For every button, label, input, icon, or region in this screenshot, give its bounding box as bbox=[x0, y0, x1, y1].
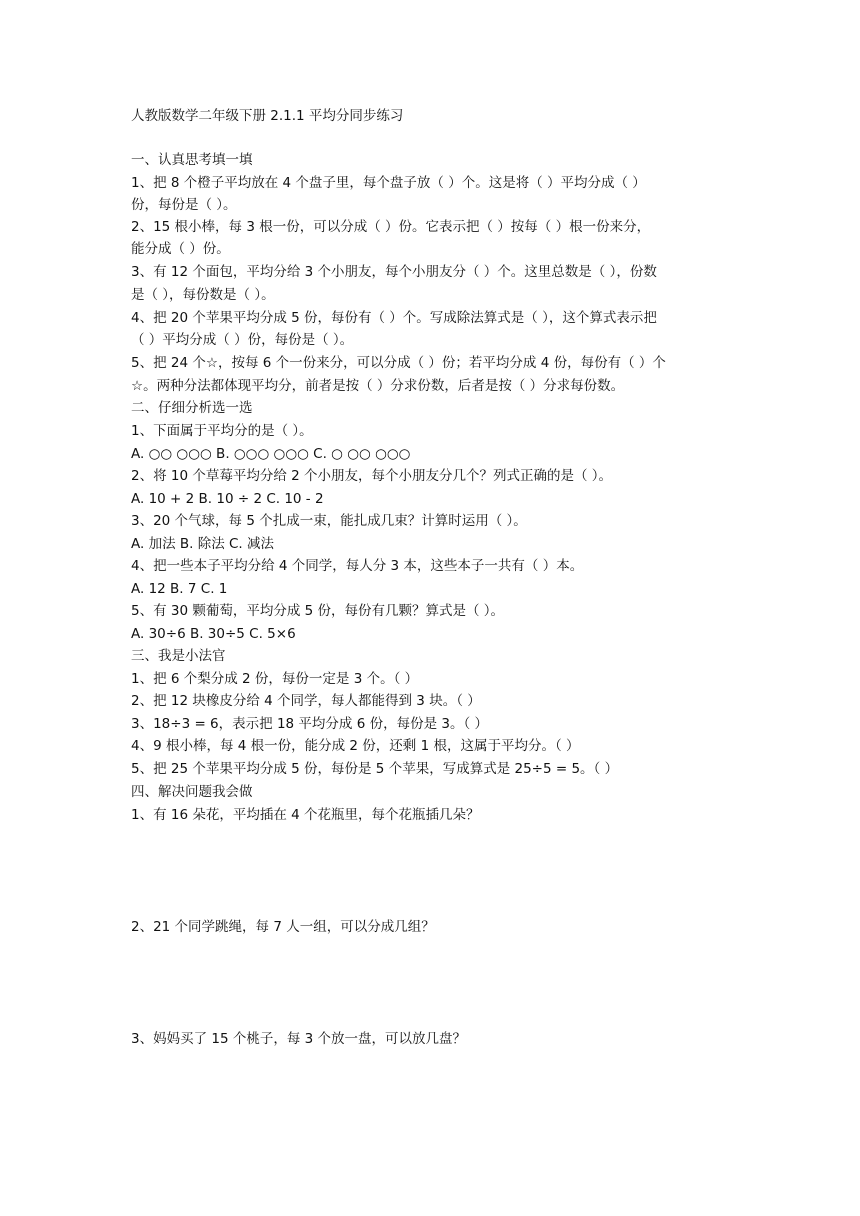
section-4-heading: 四、解决问题我会做 bbox=[131, 784, 253, 800]
fill-q2-line1: 2、15 根小棒，每 3 根一份，可以分成（ ）份。它表示把（ ）按每（ ）根一份来分， bbox=[131, 219, 651, 235]
judge-q4: 4、9 根小棒，每 4 根一份，能分成 2 份，还剩 1 根，这属于平均分。（ ） bbox=[131, 738, 580, 754]
section-1-heading: 一、认真思考填一填 bbox=[131, 152, 253, 168]
fill-q3-line1: 3、有 12 个面包，平均分给 3 个小朋友，每个小朋友分（ ）个。这里总数是（ ），份数 bbox=[131, 264, 657, 280]
choice-q4-options: A. 12 B. 7 C. 1 bbox=[131, 581, 228, 597]
judge-q1: 1、把 6 个梨分成 2 份，每份一定是 3 个。（ ） bbox=[131, 671, 419, 687]
document-title: 人教版数学二年级下册 2.1.1 平均分同步练习 bbox=[131, 108, 404, 124]
judge-q2: 2、把 12 块橡皮分给 4 个同学，每人都能得到 3 块。（ ） bbox=[131, 693, 481, 709]
choice-q3: 3、20 个气球，每 5 个扎成一束，能扎成几束？计算时运用（ ）。 bbox=[131, 513, 527, 529]
fill-q4-line2: （ ）平均分成（ ）份，每份是（ ）。 bbox=[131, 332, 354, 348]
judge-q3: 3、18÷3 = 6，表示把 18 平均分成 6 份，每份是 3。（ ） bbox=[131, 716, 489, 732]
problem-q1: 1、有 16 朵花，平均插在 4 个花瓶里，每个花瓶插几朵？ bbox=[131, 807, 480, 823]
choice-q1: 1、下面属于平均分的是（ ）。 bbox=[131, 423, 313, 439]
choice-q3-options: A. 加法 B. 除法 C. 减法 bbox=[131, 536, 275, 552]
fill-q3-line2: 是（ ），每份数是（ ）。 bbox=[131, 287, 275, 303]
choice-q2-options: A. 10 + 2 B. 10 ÷ 2 C. 10 - 2 bbox=[131, 491, 324, 507]
choice-q5: 5、有 30 颗葡萄，平均分成 5 份，每份有几颗？算式是（ ）。 bbox=[131, 603, 505, 619]
fill-q4-line1: 4、把 20 个苹果平均分成 5 份，每份有（ ）个。写成除法算式是（ ），这个算式表示把 bbox=[131, 310, 657, 326]
choice-q2: 2、将 10 个草莓平均分给 2 个小朋友，每个小朋友分几个？列式正确的是（ ）。 bbox=[131, 468, 613, 484]
fill-q5-line1: 5、把 24 个☆，按每 6 个一份来分，可以分成（ ）份；若平均分成 4 份，每份有（ ）个 bbox=[131, 355, 666, 371]
section-3-heading: 三、我是小法官 bbox=[131, 648, 226, 664]
choice-q1-options: A. ○○ ○○○ B. ○○○ ○○○ C. ○ ○○ ○○○ bbox=[131, 446, 411, 462]
fill-q1-line1: 1、把 8 个橙子平均放在 4 个盘子里，每个盘子放（ ）个。这是将（ ）平均分成（ ） bbox=[131, 175, 646, 191]
fill-q1-line2: 份，每份是（ ）。 bbox=[131, 197, 237, 213]
problem-q3: 3、妈妈买了 15 个桃子，每 3 个放一盘，可以放几盘？ bbox=[131, 1031, 467, 1047]
choice-q5-options: A. 30÷6 B. 30÷5 C. 5×6 bbox=[131, 626, 296, 642]
fill-q5-line2: ☆。两种分法都体现平均分，前者是按（ ）分求份数，后者是按（ ）分求每份数。 bbox=[131, 378, 625, 394]
problem-q2: 2、21 个同学跳绳，每 7 人一组，可以分成几组？ bbox=[131, 919, 435, 935]
section-2-heading: 二、仔细分析选一选 bbox=[131, 400, 253, 416]
fill-q2-line2: 能分成（ ）份。 bbox=[131, 241, 230, 257]
judge-q5: 5、把 25 个苹果平均分成 5 份，每份是 5 个苹果，写成算式是 25÷5 = 5。（ ） bbox=[131, 761, 619, 777]
choice-q4: 4、把一些本子平均分给 4 个同学，每人分 3 本，这些本子一共有（ ）本。 bbox=[131, 558, 584, 574]
